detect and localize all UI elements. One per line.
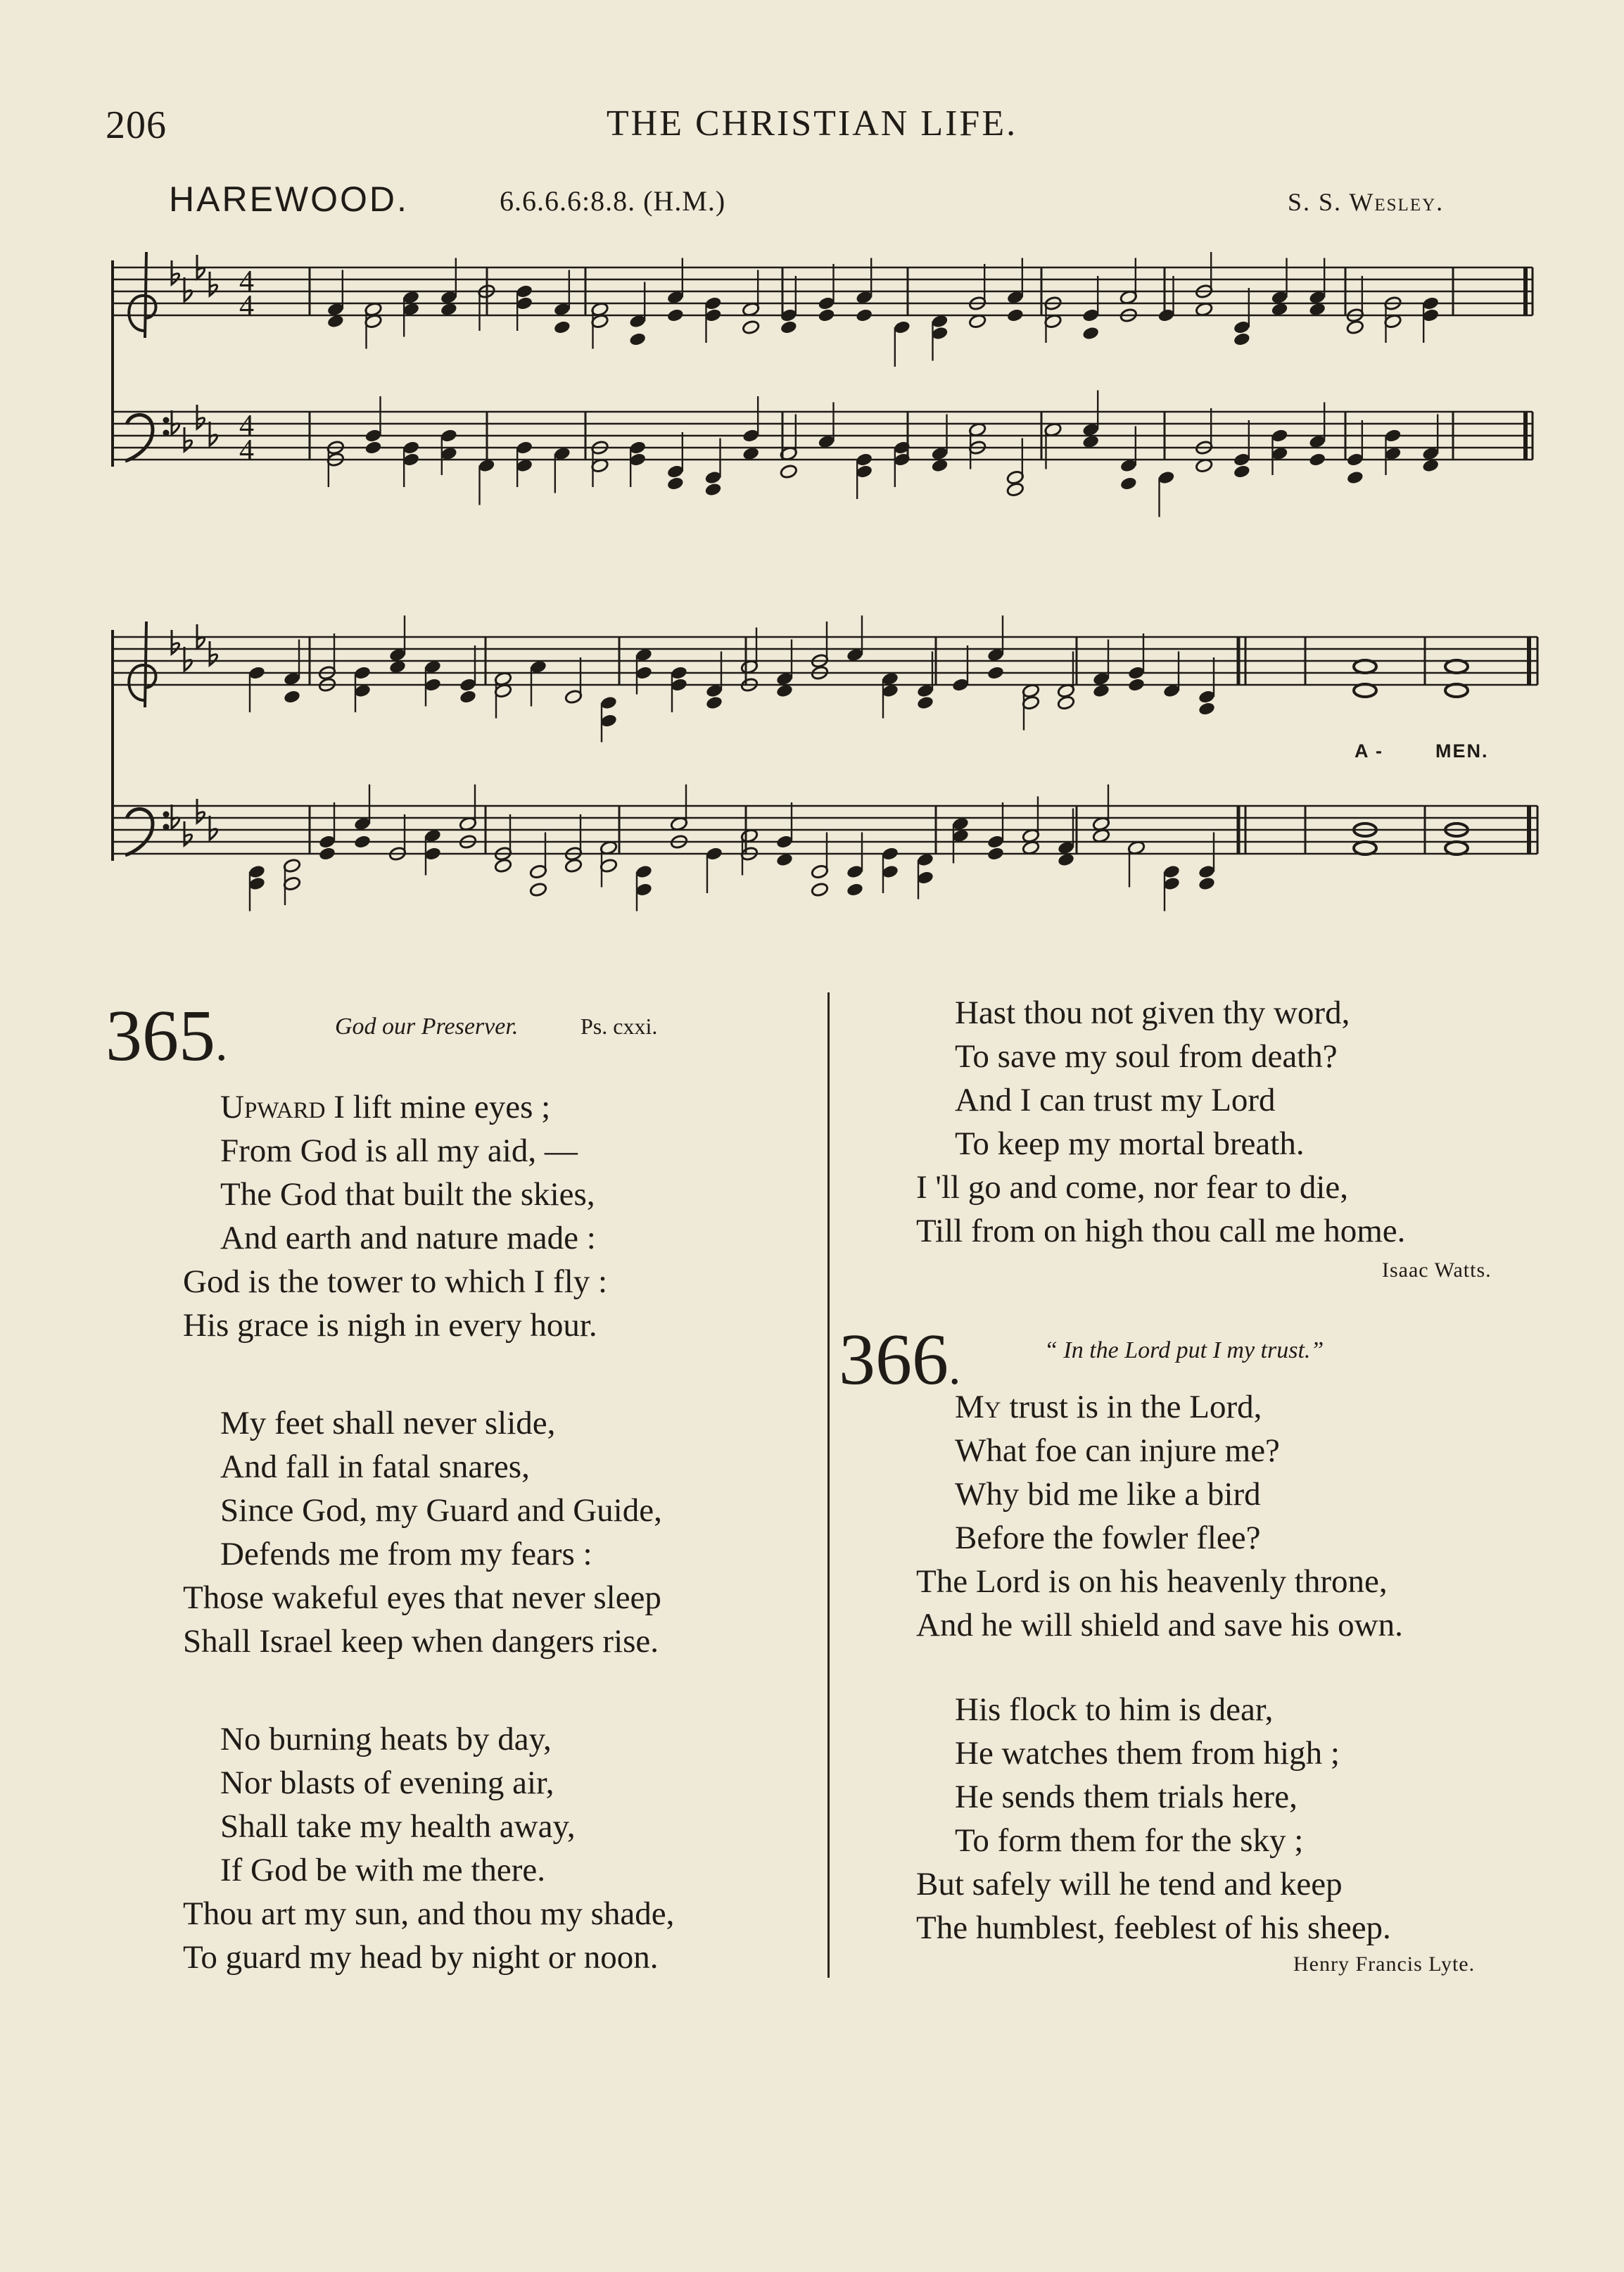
verse-line: And fall in fatal snares, <box>220 1449 530 1485</box>
column-divider <box>827 992 830 1978</box>
verse-line: Shall take my health away, <box>220 1808 576 1845</box>
tune-meter: 6.6.6.6:8.8. (H.M.) <box>500 185 726 217</box>
svg-text:4: 4 <box>239 410 254 442</box>
verse-line: The God that built the skies, <box>220 1176 595 1213</box>
verse-line: Defends me from my fears : <box>220 1536 592 1572</box>
verse-line: To keep my mortal breath. <box>955 1125 1305 1162</box>
verse-line: The humblest, feeblest of his sheep. <box>916 1910 1391 1946</box>
verse-line: Those wakeful eyes that never sleep <box>183 1579 661 1616</box>
hymn-366-author: Henry Francis Lyte. <box>1293 1952 1476 1976</box>
verse-line: His flock to him is dear, <box>955 1691 1274 1728</box>
hymn-366-number: 366. <box>839 1319 961 1400</box>
music-score <box>0 0 1624 929</box>
verse-line: And I can trust my Lord <box>955 1082 1276 1118</box>
verse-line: I 'll go and come, nor fear to die, <box>916 1169 1349 1206</box>
amen-syllable-a: A - <box>1355 740 1383 762</box>
verse-line: To form them for the sky ; <box>955 1822 1304 1859</box>
verse-line: Thou art my sun, and thou my shade, <box>183 1895 675 1932</box>
verse-line: Hast thou not given thy word, <box>955 995 1350 1031</box>
verse-line: No burning heats by day, <box>220 1721 552 1757</box>
verse-line: Nor blasts of evening air, <box>220 1765 554 1801</box>
verse-line: He watches them from high ; <box>955 1735 1340 1772</box>
verse-line: Upward I lift mine eyes ; <box>220 1089 551 1125</box>
svg-text:4: 4 <box>239 265 254 298</box>
verse-line: To guard my head by night or noon. <box>183 1939 659 1976</box>
verse-line: From God is all my aid, — <box>220 1132 578 1169</box>
hymn-365-reference: Ps. cxxi. <box>581 1014 658 1039</box>
verse-line: And earth and nature made : <box>220 1220 596 1256</box>
verse-line: His grace is nigh in every hour. <box>183 1307 597 1344</box>
tune-name: HAREWOOD. <box>169 179 409 219</box>
svg-text:4: 4 <box>239 290 254 322</box>
verse-line: And he will shield and save his own. <box>916 1607 1403 1643</box>
hymn-365-subtitle: God our Preserver. <box>335 1014 519 1040</box>
page-number: 206 <box>106 103 167 147</box>
running-title: THE CHRISTIAN LIFE. <box>606 103 1018 144</box>
svg-text:4: 4 <box>239 434 254 467</box>
hymn-366-subtitle: “ In the Lord put I my trust.” <box>1044 1337 1324 1363</box>
verse-line: Why bid me like a bird <box>955 1476 1261 1513</box>
tune-composer: S. S. Wesley. <box>1288 188 1445 216</box>
verse-line: Till from on high thou call me home. <box>916 1213 1406 1249</box>
verse-line: My feet shall never slide, <box>220 1405 556 1441</box>
verse-line: Since God, my Guard and Guide, <box>220 1492 662 1529</box>
hymn-365-author: Isaac Watts. <box>1382 1258 1492 1282</box>
verse-line: To save my soul from death? <box>955 1038 1338 1075</box>
verse-line: God is the tower to which I fly : <box>183 1263 608 1300</box>
amen-syllable-men: MEN. <box>1435 740 1489 762</box>
hymn-365-number: 365. <box>106 995 228 1076</box>
verse-line: But safely will he tend and keep <box>916 1866 1343 1902</box>
verse-line: The Lord is on his heavenly throne, <box>916 1563 1388 1600</box>
verse-line: Before the fowler flee? <box>955 1520 1261 1556</box>
verse-line: If God be with me there. <box>220 1852 546 1888</box>
verse-line: Shall Israel keep when dangers rise. <box>183 1623 659 1660</box>
verse-line: He sends them trials here, <box>955 1779 1298 1815</box>
verse-line: My trust is in the Lord, <box>955 1389 1262 1425</box>
verse-line: What foe can injure me? <box>955 1432 1280 1469</box>
